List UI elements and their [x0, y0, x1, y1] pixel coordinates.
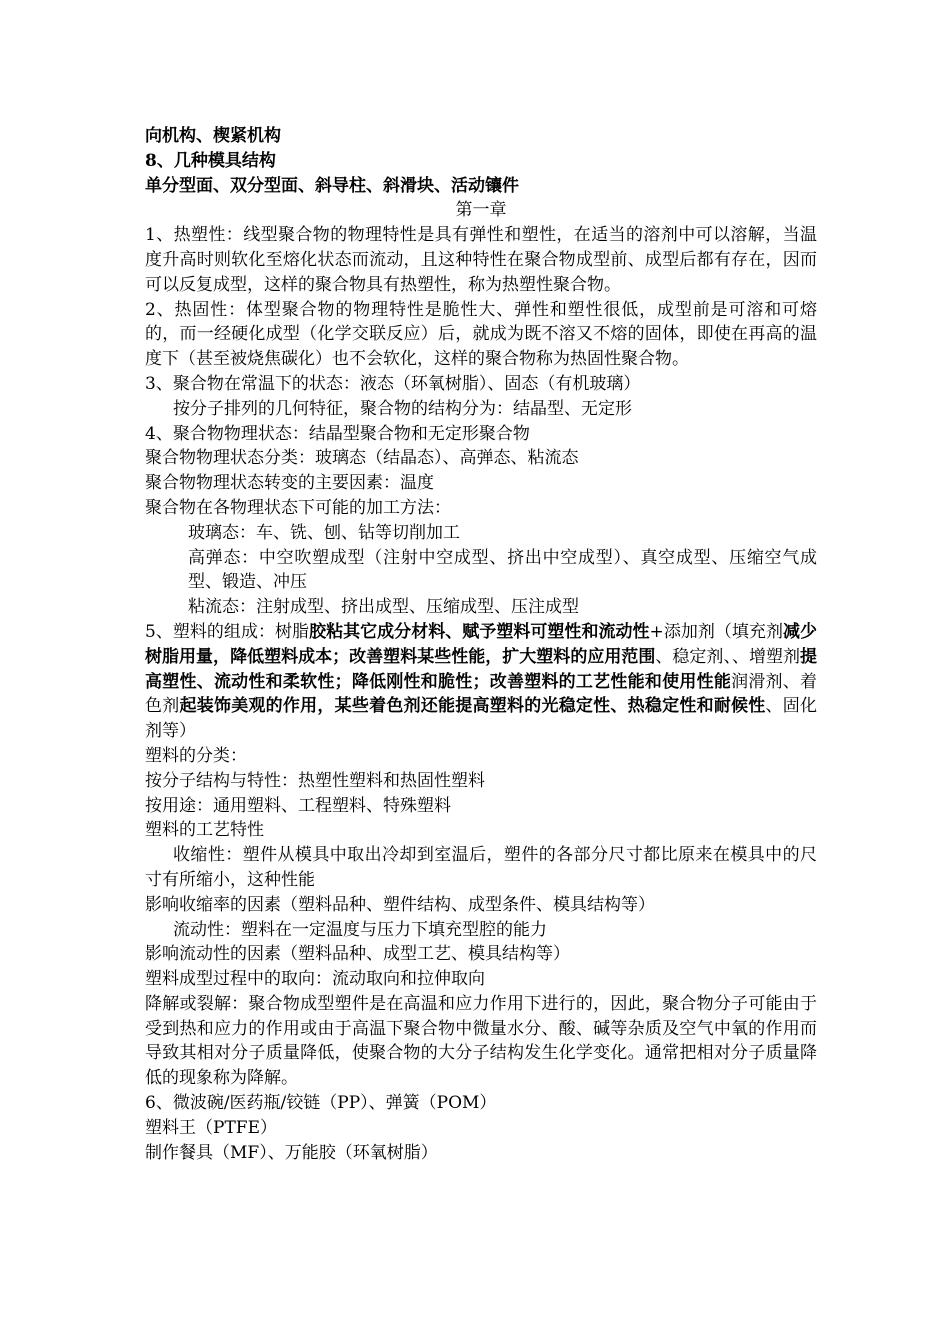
text-line: 影响收缩率的因素（塑料品种、塑件结构、成型条件、模具结构等）	[145, 894, 655, 915]
text-line: 聚合物物理状态分类：玻璃态（结晶态）、高弹态、粘流态	[145, 448, 579, 469]
chapter-title: 第一章	[455, 200, 507, 221]
text-run: 、稳定剂、、增塑剂	[655, 646, 801, 667]
bold-run: 提高塑性、流动性和柔软性；降低刚性和脆性；改善塑料的工艺性能和使用性能	[145, 646, 818, 692]
text-line: 塑料的工艺特性	[145, 820, 264, 841]
text-run: +添加剂（填充剂	[649, 621, 783, 642]
text-line: 按用途：通用塑料、工程塑料、特殊塑料	[145, 795, 451, 816]
text-run: 润滑剂、着色剂	[145, 671, 818, 717]
text-line: 按分子排列的几何特征，聚合物的结构分为：结晶型、无定形	[173, 398, 632, 419]
text-line: 塑料王（PTFE）	[145, 1117, 277, 1138]
document-page	[145, 124, 817, 1165]
text-line: 流动性：塑料在一定温度与压力下填充型腔的能力	[173, 919, 547, 940]
paragraph-high-elastic: 高弹态：中空吹塑成型（注射中空成型、挤出中空成型）、真空成型、压缩空气成型、锻造、冲压	[188, 547, 817, 593]
text-line: 制作餐具（MF）、万能胶（环氧树脂）	[145, 1142, 438, 1163]
text-line: 影响流动性的因素（塑料品种、成型工艺、模具结构等）	[145, 944, 570, 965]
paragraph-thermoplastic: 1、热塑性：线型聚合物的物理特性是具有弹性和塑性，在适当的溶剂中可以溶解，当温度升高时则软化至熔化状态而流动，且这种特性在聚合物成型前、成型后都有存在，因而可以反复成型，这样的聚合物具有热塑性，称为热塑性聚合物。	[145, 225, 817, 295]
paragraph-shrinkage: 收缩性：塑件从模具中取出冷却到室温后，塑件的各部分尺寸都比原来在模具中的尺寸有所缩小，这种性能	[145, 845, 817, 890]
text-line: 塑料的分类：	[145, 745, 247, 766]
text-line: 3、聚合物在常温下的状态：液态（环氧树脂）、固态（有机玻璃）	[145, 373, 641, 394]
bold-run: 减少树脂用量，降低塑料成本；改善塑料某些性能，扩大塑料的应用范围	[145, 621, 818, 667]
text-line: 聚合物在各物理状态下可能的加工方法：	[145, 497, 451, 518]
text-line: 按分子结构与特性：热塑性塑料和热固性塑料	[145, 770, 485, 791]
bold-run: 起装饰美观的作用，某些着色剂还能提高塑料的光稳定性、热稳定性和耐候性	[179, 696, 766, 717]
text-line: 塑料成型过程中的取向：流动取向和拉伸取向	[145, 969, 485, 990]
bold-run: 胶粘其它成分材料、赋予塑料可塑性和流动性	[309, 621, 650, 642]
paragraph-thermoset: 2、热固性：体型聚合物的物理特性是脆性大、弹性和塑性很低，成型前是可溶和可熔的，而一经硬化成型（化学交联反应）后，就成为既不溶又不熔的固体，即使在再高的温度下（甚至被烧焦碳化）也不会软化，这样的聚合物称为热固性聚合物。	[145, 299, 817, 370]
text-line: 4、聚合物物理状态：结晶型聚合物和无定形聚合物	[145, 423, 530, 444]
text-line: 6、微波碗/医药瓶/铰链（PP）、弹簧（POM）	[145, 1093, 497, 1114]
text-line: 粘流态：注射成型、挤出成型、压缩成型、压注成型	[188, 597, 579, 618]
text-run: 5、塑料的组成：树脂	[145, 621, 310, 642]
text-run: 、固化剂等）	[145, 696, 818, 742]
text-line: 玻璃态：车、铣、刨、钻等切削加工	[188, 522, 460, 543]
paragraph-plastic-composition	[145, 620, 817, 744]
paragraph-degradation: 降解或裂解：聚合物成型塑件是在高温和应力作用下进行的，因此，聚合物分子可能由于受到热和应力的作用或由于高温下聚合物中微量水分、酸、碱等杂质及空气中氧的作用而导致其相对分子质量降低，使聚合物的大分子结构发生化学变化。通常把相对分子质量降低的现象称为降解。	[145, 993, 817, 1089]
text-line: 聚合物物理状态转变的主要因素：温度	[145, 473, 434, 494]
text-line: 单分型面、双分型面、斜导柱、斜滑块、活动镶件	[145, 175, 519, 196]
text-line: 向机构、楔紧机构	[145, 126, 281, 146]
section-heading: 8、几种模具结构	[145, 150, 276, 171]
